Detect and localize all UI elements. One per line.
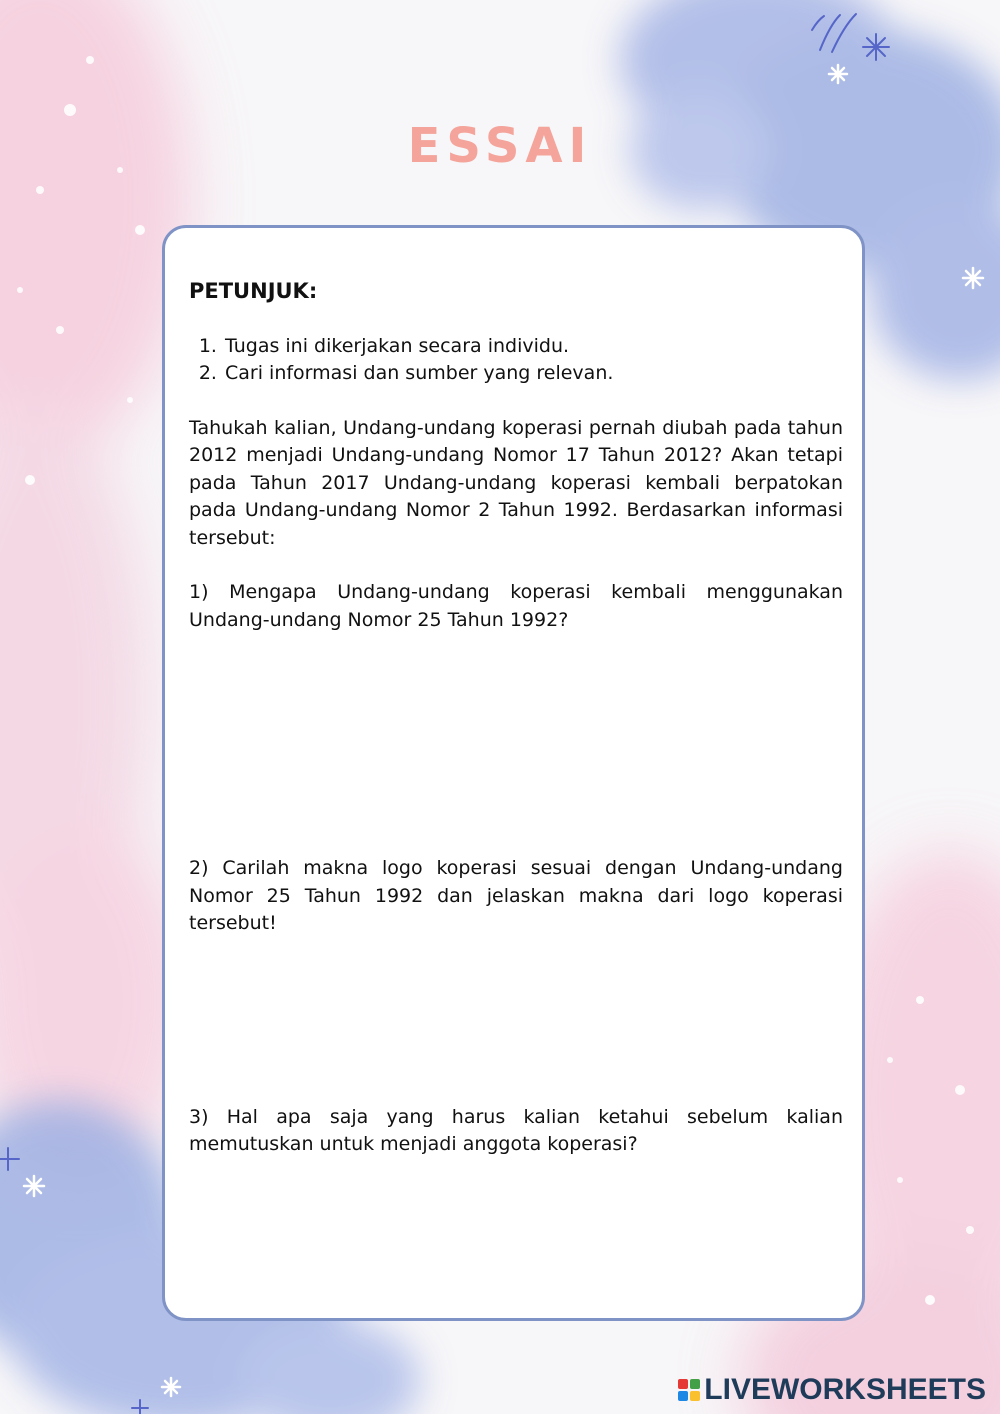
page-title: ESSAI <box>407 118 593 174</box>
question-1: 1) Mengapa Undang-undang koperasi kembali menggunakan Undang-undang Nomor 25 Tahun 1992? <box>189 581 843 631</box>
instruction-item: 1. Tugas ini dikerjakan secara individu. <box>223 333 843 361</box>
worksheet-card <box>162 225 865 1321</box>
question-3: 3) Hal apa saja yang harus kalian ketahui sebelum kalian memutuskan untuk menjadi anggota koperasi? <box>189 1105 843 1155</box>
liveworksheets-logo-icon <box>678 1379 700 1401</box>
instructions-list <box>189 333 843 388</box>
instructions-heading: PETUNJUK: <box>189 279 318 303</box>
question-2: 2) Carilah makna logo koperasi sesuai dengan Undang-undang Nomor 25 Tahun 1992 dan jelaskan makna dari logo koperasi tersebut! <box>189 857 843 934</box>
brand-logo-text: LIVEWORKSHEETS <box>704 1373 986 1406</box>
worksheet-content <box>189 278 843 1159</box>
intro-paragraph: Tahukah kalian, Undang-undang koperasi pernah diubah pada tahun 2012 menjadi Undang-undang Nomor 17 Tahun 2012? Akan tetapi pada Tahun 2017 Undang-undang koperasi kembali berpatokan pada Undang-undang Nomor 2 Tahun 1992. Berdasarkan informasi tersebut: <box>189 416 843 549</box>
liveworksheets-brand <box>678 1373 986 1407</box>
instruction-item: 2. Cari informasi dan sumber yang relevan. <box>223 360 843 388</box>
